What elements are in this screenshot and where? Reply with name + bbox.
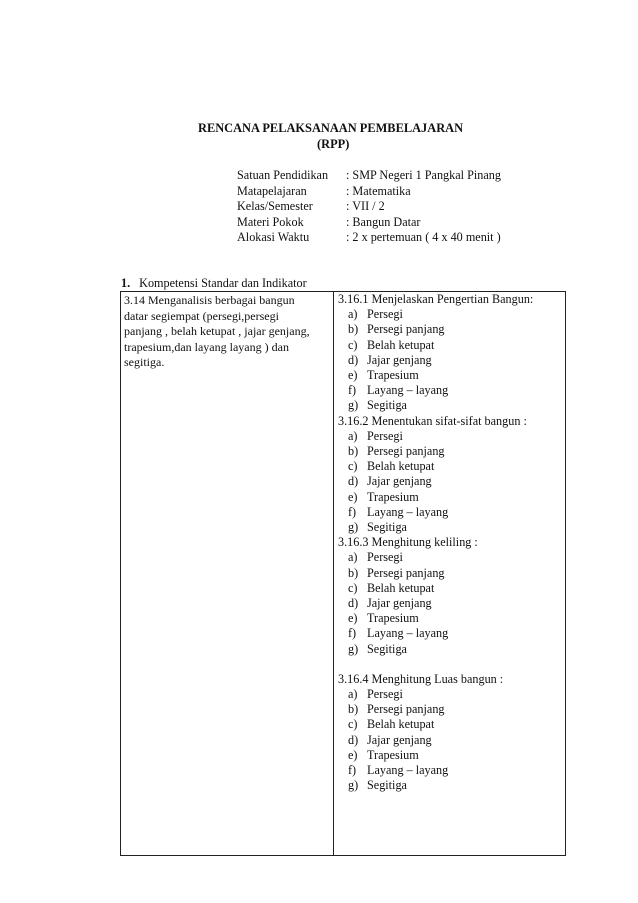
document-subtitle: (RPP) (317, 137, 350, 151)
list-item (338, 778, 565, 793)
info-row-materi-pokok (237, 215, 501, 231)
item-text: Persegi (367, 428, 403, 443)
item-marker: c) (348, 337, 358, 352)
list-item (338, 687, 565, 702)
list-item (338, 307, 565, 322)
info-value: : Bangun Datar (346, 214, 421, 229)
item-text: Jajar genjang (367, 474, 432, 489)
competency-line: 3.14 Menganalisis berbagai bangun (124, 293, 295, 307)
list-item (338, 322, 565, 337)
section-title: Kompetensi Standar dan Indikator (139, 276, 307, 290)
list-item (338, 626, 565, 641)
item-text: Jajar genjang (367, 352, 432, 367)
indicator-heading: 3.16.4 Menghitung Luas bangun : (338, 671, 504, 686)
item-text: Persegi panjang (367, 322, 445, 337)
item-text: Belah ketupat (367, 580, 435, 595)
item-text: Trapesium (367, 489, 419, 504)
list-item (338, 429, 565, 444)
list-item (338, 474, 565, 489)
info-label: Alokasi Waktu (237, 230, 310, 244)
list-item (338, 581, 565, 596)
list-item (338, 353, 565, 368)
item-text: Persegi (367, 687, 403, 702)
list-item (338, 398, 565, 413)
list-item (338, 596, 565, 611)
item-text: Persegi (367, 550, 403, 565)
indicator-list (334, 292, 565, 794)
competency-text (121, 292, 333, 371)
item-text: Belah ketupat (367, 717, 435, 732)
item-text: Belah ketupat (367, 459, 435, 474)
spacer (338, 657, 565, 672)
indicator-heading: 3.16.2 Menentukan sifat-sifat bangun : (338, 413, 527, 428)
item-marker: g) (348, 778, 359, 793)
list-item (338, 505, 565, 520)
list-item (338, 763, 565, 778)
item-marker: a) (348, 307, 358, 322)
document-title: RENCANA PELAKSANAAN PEMBELAJARAN (198, 121, 464, 135)
info-row-alokasi-waktu (237, 230, 501, 246)
indicator-heading: 3.16.3 Menghitung keliling : (338, 535, 478, 550)
item-marker: c) (348, 717, 358, 732)
list-item (338, 520, 565, 535)
item-text: Belah ketupat (367, 337, 435, 352)
item-marker: a) (348, 687, 358, 702)
competency-line: segitiga. (124, 355, 165, 369)
list-item (338, 444, 565, 459)
item-marker: f) (348, 383, 357, 398)
competency-cell (121, 292, 334, 856)
section-heading (121, 276, 307, 291)
list-item (338, 566, 565, 581)
item-marker: b) (348, 444, 359, 459)
item-text: Persegi panjang (367, 444, 445, 459)
item-marker: b) (348, 322, 359, 337)
identity-info (237, 168, 501, 246)
item-marker: e) (348, 747, 358, 762)
list-item (338, 748, 565, 763)
list-item (338, 459, 565, 474)
item-text: Jajar genjang (367, 732, 432, 747)
info-row-matapelajaran (237, 184, 501, 200)
item-text: Layang – layang (367, 504, 449, 519)
item-text: Persegi panjang (367, 565, 445, 580)
item-text: Trapesium (367, 611, 419, 626)
list-item (338, 368, 565, 383)
competency-line: datar segiempat (persegi,persegi (124, 308, 279, 323)
list-item (338, 338, 565, 353)
item-text: Layang – layang (367, 626, 449, 641)
list-item (338, 611, 565, 626)
item-marker: d) (348, 474, 359, 489)
item-marker: e) (348, 489, 358, 504)
item-marker: a) (348, 428, 358, 443)
item-text: Trapesium (367, 747, 419, 762)
item-marker: b) (348, 565, 359, 580)
item-marker: g) (348, 641, 359, 656)
item-text: Layang – layang (367, 763, 449, 778)
item-marker: f) (348, 504, 357, 519)
item-text: Layang – layang (367, 383, 449, 398)
info-value: : VII / 2 (346, 199, 385, 213)
item-marker: g) (348, 520, 359, 535)
info-label: Materi Pokok (237, 214, 304, 229)
info-value: : 2 x pertemuan ( 4 x 40 menit ) (346, 230, 501, 244)
competency-table (120, 291, 566, 856)
competency-line: trapesium,dan layang layang ) dan (124, 339, 289, 354)
info-row-kelas-semester (237, 199, 501, 215)
info-value: : SMP Negeri 1 Pangkal Pinang (346, 168, 501, 182)
item-text: Persegi (367, 307, 403, 322)
list-item (338, 702, 565, 717)
item-marker: b) (348, 702, 359, 717)
info-value: : Matematika (346, 183, 411, 198)
list-item (338, 717, 565, 732)
item-marker: f) (348, 763, 357, 778)
competency-line: panjang , belah ketupat , jajar genjang, (124, 324, 310, 338)
item-marker: g) (348, 398, 359, 413)
indicator-cell (334, 292, 566, 856)
list-item (338, 490, 565, 505)
item-text: Segitiga (367, 641, 407, 656)
item-text: Trapesium (367, 368, 419, 383)
list-item (338, 383, 565, 398)
item-marker: d) (348, 596, 359, 611)
item-text: Segitiga (367, 398, 407, 413)
item-marker: d) (348, 352, 359, 367)
info-row-satuan-pendidikan (237, 168, 501, 184)
list-item (338, 550, 565, 565)
list-item (338, 733, 565, 748)
info-label: Matapelajaran (237, 183, 307, 198)
item-marker: d) (348, 732, 359, 747)
info-label: Kelas/Semester (237, 199, 313, 213)
list-item (338, 642, 565, 657)
item-text: Segitiga (367, 778, 407, 793)
info-label: Satuan Pendidikan (237, 168, 329, 182)
item-marker: e) (348, 611, 358, 626)
table-row (121, 292, 566, 856)
item-text: Jajar genjang (367, 596, 432, 611)
section-number: 1. (121, 276, 131, 290)
item-marker: a) (348, 550, 358, 565)
indicator-heading: 3.16.1 Menjelaskan Pengertian Bangun: (338, 292, 534, 306)
item-marker: f) (348, 626, 357, 641)
item-marker: c) (348, 459, 358, 474)
item-marker: c) (348, 580, 358, 595)
item-text: Persegi panjang (367, 702, 445, 717)
item-text: Segitiga (367, 520, 407, 535)
item-marker: e) (348, 368, 358, 383)
